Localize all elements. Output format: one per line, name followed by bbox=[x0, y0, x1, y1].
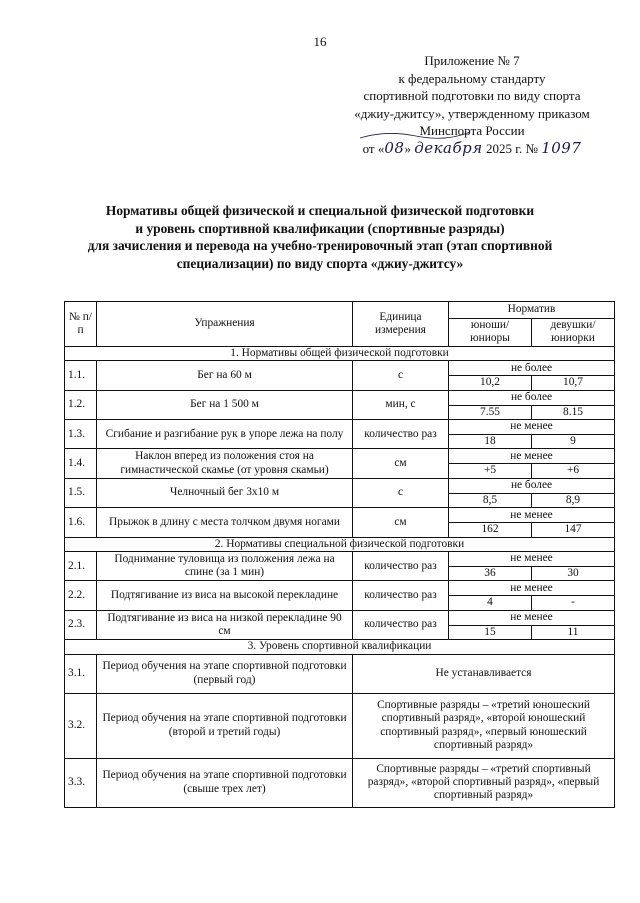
sign-prefix: от « bbox=[362, 140, 385, 156]
sign-month: декабря bbox=[414, 138, 483, 157]
title-line-1: Нормативы общей физической и специальной физической подготовки bbox=[105, 203, 535, 218]
row-boys: 162 bbox=[449, 523, 532, 537]
row-girls: 8.15 bbox=[532, 405, 615, 419]
row-condition: не более bbox=[449, 390, 615, 405]
row-boys: 10,2 bbox=[449, 376, 532, 390]
table-row bbox=[65, 508, 615, 523]
section-title: 1. Нормативы общей физической подготовки bbox=[65, 346, 615, 360]
section-title: 2. Нормативы специальной физической подготовки bbox=[65, 537, 615, 551]
table-row bbox=[65, 581, 615, 596]
appendix-line-3: спортивной подготовки по виду спорта bbox=[363, 88, 581, 103]
sign-number: 1097 bbox=[541, 138, 582, 157]
header-boys: юноши/ юниоры bbox=[449, 319, 532, 347]
appendix-line-1: Приложение № 7 bbox=[424, 53, 520, 68]
row-unit: количество раз bbox=[353, 420, 449, 449]
row-exercise: Челночный бег 3х10 м bbox=[97, 478, 353, 507]
row-exercise: Бег на 60 м bbox=[97, 361, 353, 390]
row-boys: 15 bbox=[449, 625, 532, 639]
row-num: 2.1. bbox=[65, 552, 97, 581]
row-unit: с bbox=[353, 478, 449, 507]
row-condition: не менее bbox=[449, 420, 615, 435]
row-num: 2.3. bbox=[65, 610, 97, 639]
row-num: 1.3. bbox=[65, 420, 97, 449]
appendix-line-4: «джиу-джитсу», утвержденному приказом bbox=[354, 105, 590, 121]
row-boys: 36 bbox=[449, 567, 532, 581]
title-line-2: и уровень спортивной квалификации (спортивные разряды) bbox=[135, 220, 505, 236]
row-num: 3.3. bbox=[65, 758, 97, 807]
norms-table bbox=[64, 301, 615, 808]
row-unit: количество раз bbox=[353, 552, 449, 581]
row-boys: 8,5 bbox=[449, 493, 532, 507]
row-unit: см bbox=[353, 508, 449, 537]
row-unit: с bbox=[353, 361, 449, 390]
sign-mid-1: » bbox=[404, 140, 411, 156]
row-unit: см bbox=[353, 449, 449, 478]
row-num: 3.1. bbox=[65, 654, 97, 693]
row-girls: 8,9 bbox=[532, 493, 615, 507]
row-exercise: Период обучения на этапе спортивной подготовки (первый год) bbox=[97, 654, 353, 693]
header-girls: девушки/ юниорки bbox=[532, 319, 615, 347]
row-condition: не менее bbox=[449, 508, 615, 523]
row-girls: 30 bbox=[532, 567, 615, 581]
table-row bbox=[65, 478, 615, 493]
sign-day: 08 bbox=[384, 138, 405, 157]
table-row bbox=[65, 449, 615, 464]
row-qualification: Спортивные разряды – «третий спортивный разряд», «второй спортивный разряд», «первый спортивный разряд» bbox=[353, 758, 615, 807]
row-condition: не более bbox=[449, 478, 615, 493]
appendix-header bbox=[330, 52, 614, 157]
table-row bbox=[65, 361, 615, 376]
page-number: 16 bbox=[313, 34, 327, 49]
row-num: 2.2. bbox=[65, 581, 97, 610]
header-exercise: Упражнения bbox=[97, 302, 353, 347]
header-unit: Единица измерения bbox=[353, 302, 449, 347]
appendix-line-2: к федеральному стандарту bbox=[398, 70, 546, 86]
table-row bbox=[65, 758, 615, 807]
row-unit: мин, с bbox=[353, 390, 449, 419]
header-num: № п/п bbox=[65, 302, 97, 347]
row-unit: количество раз bbox=[353, 581, 449, 610]
row-exercise: Подтягивание из виса на высокой перекладине bbox=[97, 581, 353, 610]
row-num: 1.4. bbox=[65, 449, 97, 478]
table-row bbox=[65, 552, 615, 567]
section-row bbox=[65, 537, 615, 551]
table-row bbox=[65, 654, 615, 693]
document-title bbox=[40, 202, 600, 272]
row-condition: не менее bbox=[449, 449, 615, 464]
section-row bbox=[65, 346, 615, 360]
order-signature-line bbox=[330, 140, 614, 158]
row-boys: 4 bbox=[449, 596, 532, 610]
row-exercise: Период обучения на этапе спортивной подготовки (свыше трех лет) bbox=[97, 758, 353, 807]
row-condition: не менее bbox=[449, 552, 615, 567]
row-qualification: Спортивные разряды – «третий юношеский спортивный разряд», «второй юношеский спортивный разряд», «первый юношеский спортивный разряд» bbox=[353, 693, 615, 758]
appendix-line-5: Минспорта России bbox=[419, 123, 525, 138]
title-line-4: специализации) по виду спорта «джиу-джитсу» bbox=[176, 255, 464, 271]
table-row bbox=[65, 693, 615, 758]
header-norm: Норматив bbox=[449, 302, 615, 319]
row-num: 1.1. bbox=[65, 361, 97, 390]
header-row-1 bbox=[65, 302, 615, 319]
row-exercise: Поднимание туловища из положения лежа на спине (за 1 мин) bbox=[97, 552, 353, 581]
row-condition: не более bbox=[449, 361, 615, 376]
row-exercise: Бег на 1 500 м bbox=[97, 390, 353, 419]
row-girls: 9 bbox=[532, 435, 615, 449]
row-girls: 11 bbox=[532, 625, 615, 639]
row-num: 1.6. bbox=[65, 508, 97, 537]
row-num: 1.2. bbox=[65, 390, 97, 419]
row-condition: не менее bbox=[449, 610, 615, 625]
row-girls: - bbox=[532, 596, 615, 610]
row-qualification: Не устанавливается bbox=[353, 654, 615, 693]
row-exercise: Период обучения на этапе спортивной подготовки (второй и третий годы) bbox=[97, 693, 353, 758]
sign-mid-2: 2025 г. № bbox=[485, 140, 538, 156]
row-num: 1.5. bbox=[65, 478, 97, 507]
row-exercise: Наклон вперед из положения стоя на гимнастической скамье (от уровня скамьи) bbox=[97, 449, 353, 478]
row-boys: 18 bbox=[449, 435, 532, 449]
table-row bbox=[65, 390, 615, 405]
table-row bbox=[65, 610, 615, 625]
row-girls: 10,7 bbox=[532, 376, 615, 390]
row-boys: +5 bbox=[449, 464, 532, 478]
section-title: 3. Уровень спортивной квалификации bbox=[65, 640, 615, 654]
title-line-3: для зачисления и перевода на учебно-тренировочный этап (этап спортивной bbox=[87, 238, 553, 254]
row-exercise: Сгибание и разгибание рук в упоре лежа на полу bbox=[97, 420, 353, 449]
section-row bbox=[65, 640, 615, 654]
row-num: 3.2. bbox=[65, 693, 97, 758]
row-girls: +6 bbox=[532, 464, 615, 478]
row-exercise: Подтягивание из виса на низкой перекладине 90 см bbox=[97, 610, 353, 639]
row-girls: 147 bbox=[532, 523, 615, 537]
table-row bbox=[65, 420, 615, 435]
row-condition: не менее bbox=[449, 581, 615, 596]
row-boys: 7.55 bbox=[449, 405, 532, 419]
row-unit: количество раз bbox=[353, 610, 449, 639]
row-exercise: Прыжок в длину с места толчком двумя ногами bbox=[97, 508, 353, 537]
